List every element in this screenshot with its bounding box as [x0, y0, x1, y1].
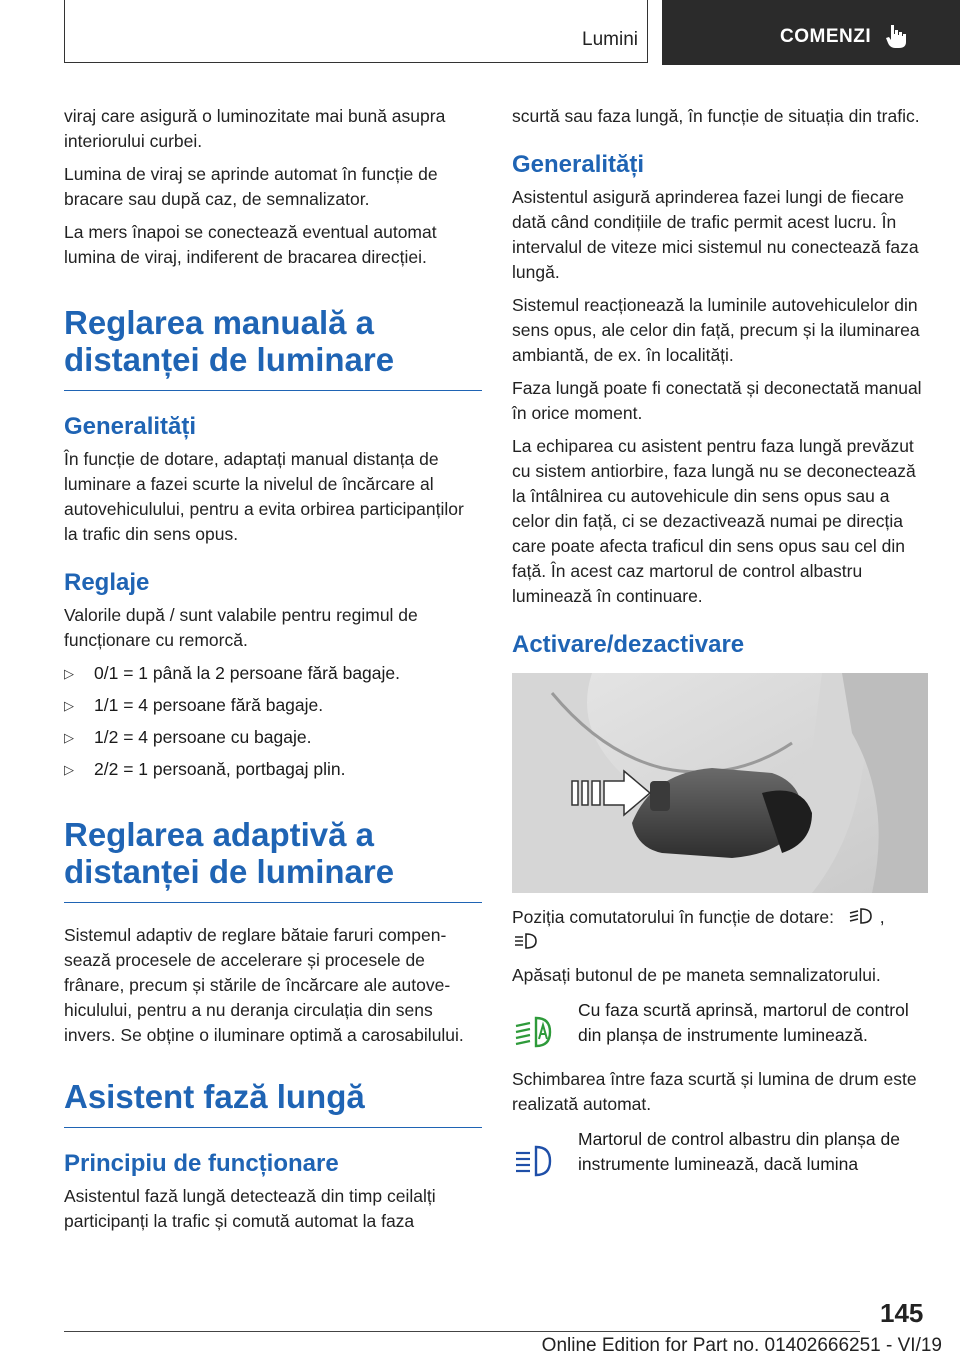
- section-heading-manual-range: Reglarea manuală a distanței de luminare: [64, 304, 482, 391]
- header-frame: [64, 0, 648, 63]
- list-item: ▷ 2/2 = 1 persoană, portbagaj plin.: [64, 757, 482, 782]
- chapter-tab-label: COMENZI: [780, 25, 872, 47]
- right-column: [512, 104, 930, 1196]
- paragraph: Sistemul adaptiv de reglare bătaie faruri compensează procesele de accelerare și procesele de frânare, precum și stările de încărcare ale autovehiculului, pentru a nu deranja circulația din sens invers. Se obține o iluminare optimă a carosabilului.: [64, 925, 464, 1045]
- paragraph: Asistentul fază lungă detectează din timp ceilalți participanți la trafic și comută automat la faza: [64, 1186, 436, 1231]
- list-item: ▷ 0/1 = 1 până la 2 persoane fără bagaje.: [64, 661, 482, 686]
- footer-divider: [64, 1331, 860, 1332]
- paragraph-switch-position: Poziția comutatorului în funcție de dotare: ,: [512, 905, 930, 955]
- section-heading-high-beam-assistant: Asistent fază lungă: [64, 1078, 482, 1128]
- high-beam-assistant-small-icon: [847, 906, 875, 926]
- settings-list: [64, 661, 482, 782]
- footer-edition: Online Edition for Part no. 01402666251 - VI/19: [541, 1335, 942, 1356]
- paragraph: La mers înapoi se conectează eventual automat lumina de viraj, indiferent de bracarea direcției.: [64, 222, 437, 267]
- paragraph: Apăsați butonul de pe maneta semnalizatorului.: [512, 965, 881, 985]
- paragraph: Martorul de control albastru din planșa de instrumente luminează, dacă lumina: [578, 1129, 900, 1174]
- list-item: ▷ 1/1 = 4 persoane fără bagaje.: [64, 693, 482, 718]
- subheading-settings: Reglaje: [64, 569, 150, 596]
- indicator-high-beam-row: [512, 1127, 930, 1186]
- paragraph: scurtă sau faza lungă, în funcție de situația din trafic.: [512, 106, 920, 126]
- high-beam-small-icon: [512, 931, 540, 951]
- paragraph: Schimbarea între faza scurtă și lumina de drum este realizată automat.: [512, 1069, 917, 1114]
- high-beam-indicator-icon: [512, 1141, 560, 1181]
- paragraph: La echiparea cu asistent pentru faza lungă prevăzut cu sistem antiorbire, faza lungă nu se deconectează la întâlnirea cu autovehicule din sens opus sau a celor din față, ci se dezactivează numai pe direcția care poate afecta traficul din sens opus sau cel din față. În acest caz martorul de control albastru luminează în continuare.: [512, 436, 916, 606]
- paragraph: Faza lungă poate fi conectată și deconectată manual în orice moment.: [512, 378, 922, 423]
- indicator-low-beam-row: [512, 998, 930, 1057]
- subheading-operating-principle: Principiu de funcționare: [64, 1150, 339, 1177]
- chapter-tab[interactable]: [662, 0, 960, 65]
- triangle-bullet-icon: ▷: [64, 666, 74, 681]
- subheading-general: Generalități: [512, 151, 645, 178]
- paragraph: În funcție de dotare, adaptați manual distanța de luminare a fazei scurte la nivelul de încărcare al autovehiculului, pentru a evita orbirea participanților la trafic din sens opus.: [64, 449, 464, 544]
- page-number: 145: [880, 1298, 924, 1328]
- lever-drawing: [512, 673, 928, 893]
- triangle-bullet-icon: ▷: [64, 698, 74, 713]
- turn-signal-lever-illustration: [512, 673, 928, 893]
- paragraph: Asistentul asigură aprinderea fazei lungi de fiecare dată când condițiile de trafic permit acest lucru. În intervalul de viteze mici sistemul nu conectează faza lungă.: [512, 187, 919, 282]
- subheading-general: Generalități: [64, 413, 197, 440]
- paragraph: Sistemul reacționează la luminile autovehiculelor din sens opus, ale celor din față, precum și la iluminarea ambiantă, de ex. în localități.: [512, 295, 920, 365]
- triangle-bullet-icon: ▷: [64, 762, 74, 777]
- triangle-bullet-icon: ▷: [64, 730, 74, 745]
- paragraph: Lumina de viraj se aprinde automat în funcție de bracare sau după caz, de semnalizator.: [64, 164, 438, 209]
- list-item: ▷ 1/2 = 4 persoane cu bagaje.: [64, 725, 482, 750]
- hand-pointer-icon: [885, 23, 907, 49]
- paragraph: Cu faza scurtă aprinsă, martorul de control din planșa de instrumente luminează.: [578, 1000, 909, 1045]
- subheading-activate-deactivate: Activare/dezactivare: [512, 631, 745, 658]
- paragraph: Valorile după / sunt valabile pentru regimul de funcționare cu remorcă.: [64, 605, 418, 650]
- section-heading-adaptive-range: Reglarea adaptivă a distanței de luminare: [64, 816, 482, 903]
- header-section-title: Lumini: [582, 29, 638, 50]
- high-beam-assistant-indicator-icon: [512, 1012, 560, 1052]
- left-column: [64, 104, 482, 1242]
- paragraph: viraj care asigură o luminozitate mai bună asupra interiorului curbei.: [64, 106, 446, 151]
